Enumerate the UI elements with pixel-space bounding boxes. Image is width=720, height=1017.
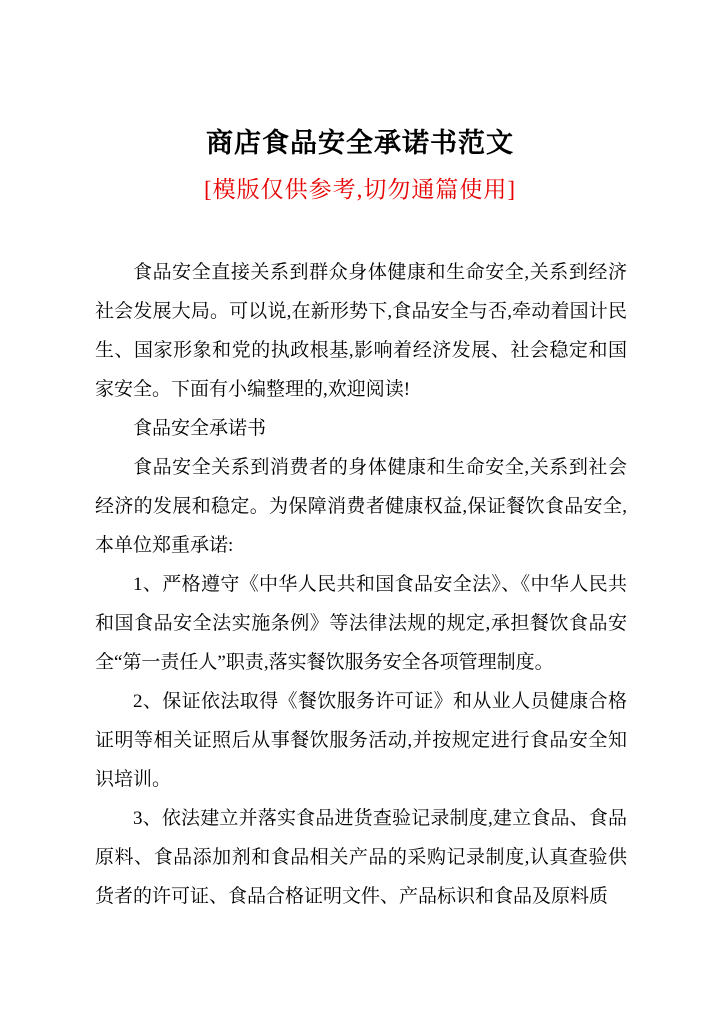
paragraph-item-3-truncated: 3、依法建立并落实食品进货查验记录制度,建立食品、食品原料、食品添加剂和食品相关产品的采购记录制度,认真查验供货者的许可证、食品合格证明文件、产品标识和食品及原料质	[95, 808, 627, 907]
document-body	[95, 253, 627, 916]
document-title: 商店食品安全承诺书范文	[206, 128, 514, 158]
document-subtitle: [模版仅供参考,切勿通篇使用]	[203, 177, 517, 202]
paragraph-heading-commitment: 食品安全承诺书	[133, 418, 267, 439]
paragraph-item-2: 2、保证依法取得《餐饮服务许可证》和从业人员健康合格证明等相关证照后从事餐饮服务活动,并按规定进行食品安全知识培训。	[95, 691, 627, 790]
paragraph-item-1: 1、严格遵守《中华人民共和国食品安全法》、《中华人民共和国食品安全法实施条例》等法律法规的规定,承担餐饮食品安全“第一责任人”职责,落实餐饮服务安全各项管理制度。	[95, 574, 627, 673]
paragraph-commitment-lead: 食品安全关系到消费者的身体健康和生命安全,关系到社会经济的发展和稳定。为保障消费者健康权益,保证餐饮食品安全,本单位郑重承诺:	[95, 457, 627, 556]
paragraph-intro: 食品安全直接关系到群众身体健康和生命安全,关系到经济社会发展大局。可以说,在新形势下,食品安全与否,牵动着国计民生、国家形象和党的执政根基,影响着经济发展、社会稳定和国家安全。下面有小编整理的,欢迎阅读!	[95, 262, 627, 400]
